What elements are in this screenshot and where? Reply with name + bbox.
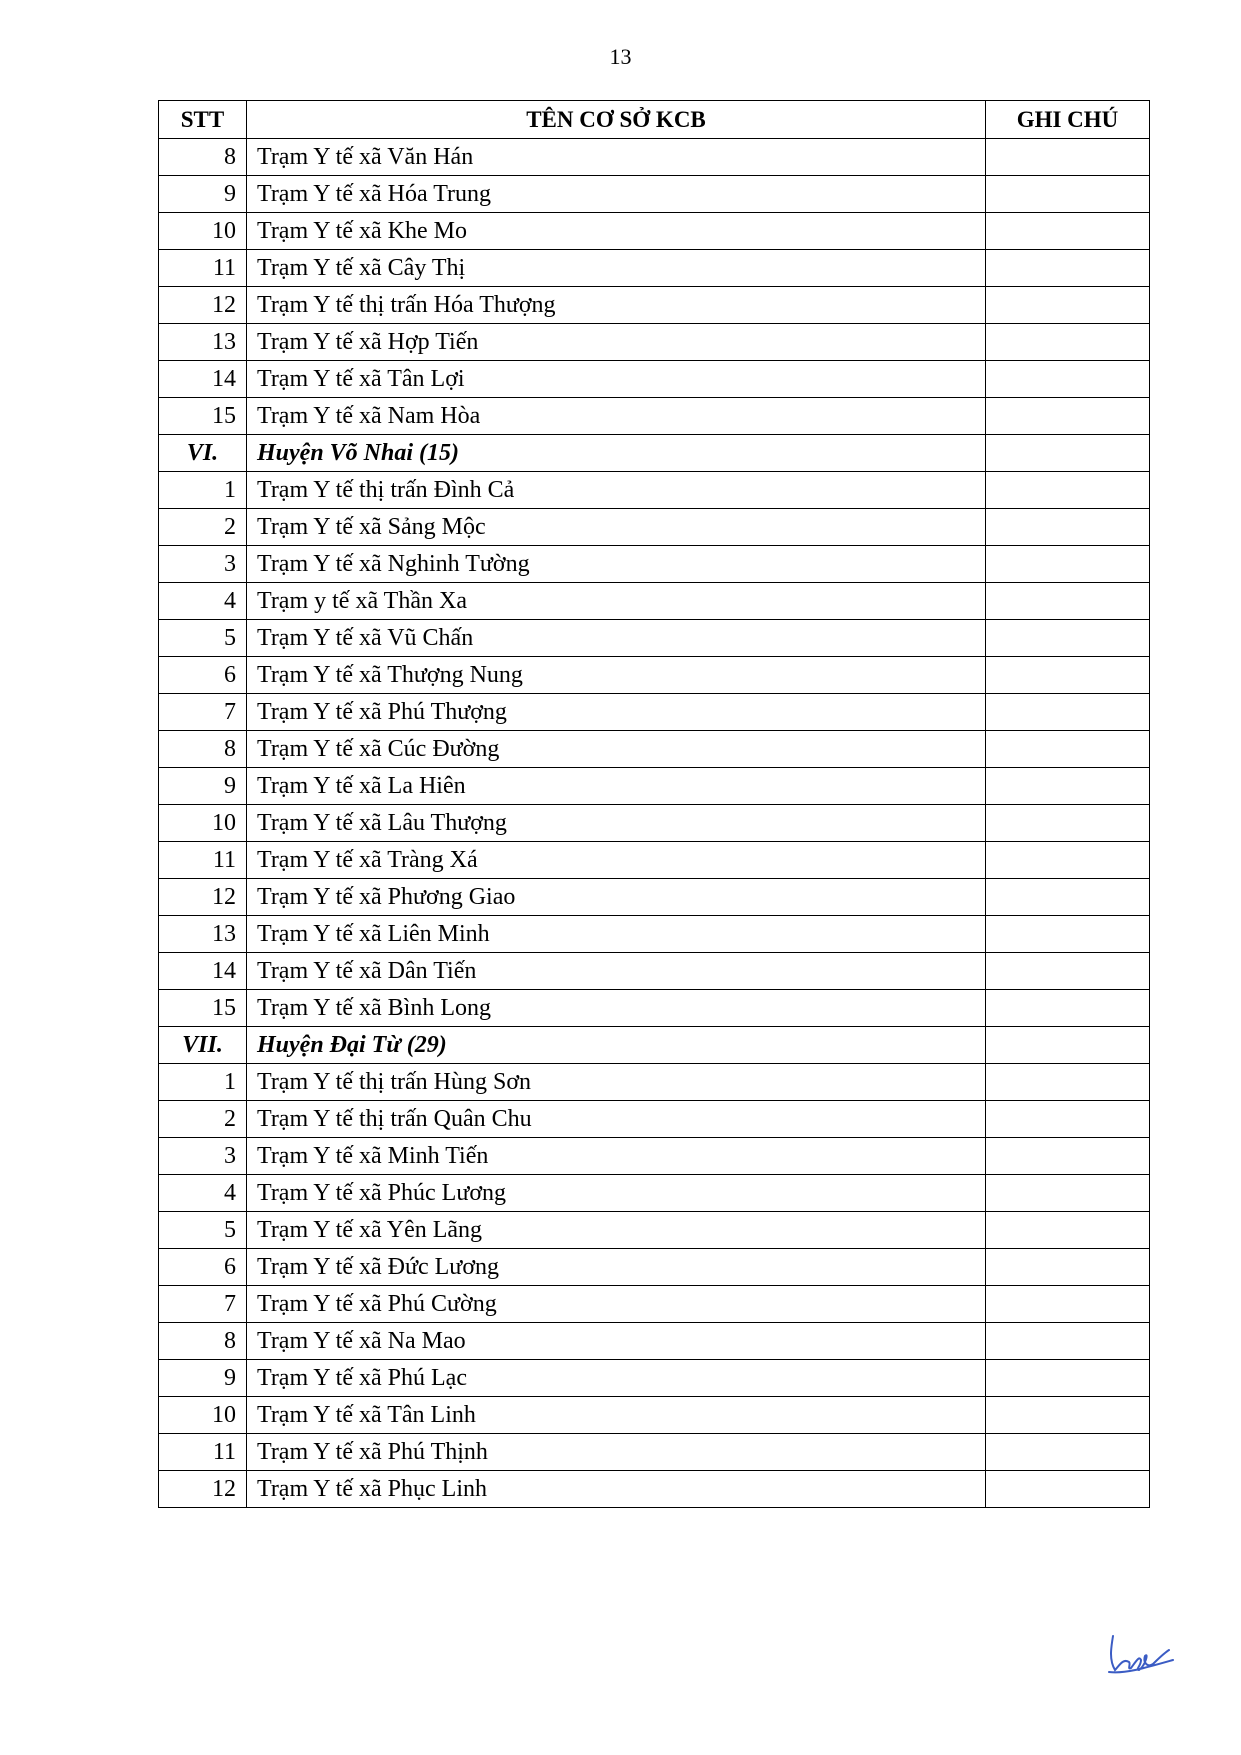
table-row [159,176,1150,213]
row-name: Trạm Y tế xã Phú Thượng [247,694,986,731]
row-name: Trạm Y tế xã Tràng Xá [247,842,986,879]
table-row [159,287,1150,324]
row-stt: 7 [159,1286,247,1323]
row-stt: 3 [159,546,247,583]
row-note [986,1064,1150,1101]
row-name: Trạm Y tế xã Sảng Mộc [247,509,986,546]
row-note [986,731,1150,768]
row-name: Trạm Y tế xã Cây Thị [247,250,986,287]
row-stt: 2 [159,509,247,546]
row-note [986,1249,1150,1286]
row-note [986,657,1150,694]
table-row [159,768,1150,805]
row-name: Trạm Y tế xã Vũ Chấn [247,620,986,657]
row-note [986,1175,1150,1212]
row-name: Trạm Y tế xã Hóa Trung [247,176,986,213]
row-stt: 14 [159,361,247,398]
row-name: Trạm Y tế xã Tân Lợi [247,361,986,398]
row-stt: 6 [159,657,247,694]
row-stt: 11 [159,1434,247,1471]
row-stt: 13 [159,324,247,361]
row-stt: 4 [159,583,247,620]
row-name: Trạm Y tế xã Khe Mo [247,213,986,250]
row-name: Trạm Y tế xã Phục Linh [247,1471,986,1508]
row-name: Trạm Y tế xã Phú Thịnh [247,1434,986,1471]
row-stt: 12 [159,1471,247,1508]
row-name: Trạm Y tế xã Phương Giao [247,879,986,916]
row-stt: 14 [159,953,247,990]
row-name: Trạm Y tế xã Minh Tiến [247,1138,986,1175]
row-note [986,620,1150,657]
table-section-row [159,1027,1150,1064]
row-note [986,213,1150,250]
table-row [159,250,1150,287]
row-stt: 15 [159,398,247,435]
row-name: Trạm Y tế xã Liên Minh [247,916,986,953]
row-note [986,1360,1150,1397]
table-row [159,1323,1150,1360]
table-row [159,657,1150,694]
row-name: Trạm Y tế xã Dân Tiến [247,953,986,990]
row-stt: 10 [159,213,247,250]
row-name: Trạm Y tế xã Nghinh Tường [247,546,986,583]
header-stt: STT [159,101,247,139]
row-name: Trạm Y tế xã Bình Long [247,990,986,1027]
table-row [159,879,1150,916]
facility-table [158,100,1150,1508]
row-stt: 13 [159,916,247,953]
table-row [159,731,1150,768]
row-name: Trạm Y tế xã Na Mao [247,1323,986,1360]
table-row [159,1286,1150,1323]
row-note [986,546,1150,583]
row-stt: 6 [159,1249,247,1286]
row-note [986,139,1150,176]
row-stt: 12 [159,879,247,916]
row-stt: 9 [159,1360,247,1397]
row-stt: 9 [159,176,247,213]
table-row [159,916,1150,953]
table-body [159,139,1150,1508]
row-stt: 12 [159,287,247,324]
row-stt: 10 [159,1397,247,1434]
table-row [159,139,1150,176]
row-stt: 11 [159,250,247,287]
row-name: Trạm y tế xã Thần Xa [247,583,986,620]
table-row [159,842,1150,879]
row-name: Trạm Y tế xã Yên Lãng [247,1212,986,1249]
table-row [159,546,1150,583]
table-header-row [159,101,1150,139]
row-note [986,398,1150,435]
row-note [986,324,1150,361]
signature-icon [1105,1630,1177,1683]
table-row [159,509,1150,546]
row-name: Trạm Y tế xã Phúc Lương [247,1175,986,1212]
table-row [159,1212,1150,1249]
row-note [986,176,1150,213]
row-note [986,1027,1150,1064]
row-stt: 1 [159,472,247,509]
row-stt: 10 [159,805,247,842]
table-row [159,805,1150,842]
table-row [159,990,1150,1027]
row-stt: VII. [159,1027,247,1064]
table-row [159,694,1150,731]
row-note [986,916,1150,953]
table-row [159,361,1150,398]
table-section-row [159,435,1150,472]
header-note: GHI CHÚ [986,101,1150,139]
row-note [986,1323,1150,1360]
row-note [986,842,1150,879]
row-note [986,1434,1150,1471]
table-row [159,1138,1150,1175]
table-row [159,213,1150,250]
row-name: Trạm Y tế xã Đức Lương [247,1249,986,1286]
row-note [986,1138,1150,1175]
row-name: Trạm Y tế xã Thượng Nung [247,657,986,694]
row-name: Trạm Y tế thị trấn Quân Chu [247,1101,986,1138]
row-stt: 8 [159,731,247,768]
row-note [986,768,1150,805]
row-note [986,361,1150,398]
row-stt: 7 [159,694,247,731]
row-name: Trạm Y tế xã Cúc Đường [247,731,986,768]
table-row [159,1434,1150,1471]
table-row [159,1175,1150,1212]
row-stt: VI. [159,435,247,472]
row-note [986,805,1150,842]
row-name: Trạm Y tế xã Nam Hòa [247,398,986,435]
row-name: Trạm Y tế xã Phú Cường [247,1286,986,1323]
row-stt: 11 [159,842,247,879]
row-name: Trạm Y tế xã Phú Lạc [247,1360,986,1397]
row-note [986,435,1150,472]
table-row [159,1397,1150,1434]
row-note [986,1471,1150,1508]
row-name: Trạm Y tế xã Tân Linh [247,1397,986,1434]
row-note [986,472,1150,509]
row-name: Trạm Y tế thị trấn Hóa Thượng [247,287,986,324]
row-name: Trạm Y tế xã Văn Hán [247,139,986,176]
row-note [986,1397,1150,1434]
row-stt: 5 [159,620,247,657]
row-stt: 4 [159,1175,247,1212]
row-note [986,287,1150,324]
page-number: 13 [609,44,632,69]
table-row [159,583,1150,620]
row-name: Trạm Y tế thị trấn Hùng Sơn [247,1064,986,1101]
row-stt: 9 [159,768,247,805]
row-stt: 8 [159,1323,247,1360]
row-note [986,953,1150,990]
row-note [986,879,1150,916]
table-row [159,620,1150,657]
table-row [159,953,1150,990]
table-row [159,1471,1150,1508]
row-note [986,1101,1150,1138]
row-stt: 1 [159,1064,247,1101]
table-row [159,324,1150,361]
row-note [986,583,1150,620]
row-name: Trạm Y tế xã Hợp Tiến [247,324,986,361]
table-row [159,1360,1150,1397]
table-row [159,1249,1150,1286]
row-note [986,509,1150,546]
row-stt: 5 [159,1212,247,1249]
table-row [159,1064,1150,1101]
table-row [159,472,1150,509]
row-name: Trạm Y tế thị trấn Đình Cả [247,472,986,509]
row-note [986,990,1150,1027]
table-row [159,398,1150,435]
table-row [159,1101,1150,1138]
row-stt: 3 [159,1138,247,1175]
header-name: TÊN CƠ SỞ KCB [247,101,986,139]
row-note [986,1286,1150,1323]
row-note [986,694,1150,731]
row-name: Huyện Võ Nhai (15) [247,435,986,472]
row-name: Huyện Đại Từ (29) [247,1027,986,1064]
row-name: Trạm Y tế xã Lâu Thượng [247,805,986,842]
row-note [986,250,1150,287]
row-stt: 8 [159,139,247,176]
row-stt: 15 [159,990,247,1027]
row-stt: 2 [159,1101,247,1138]
row-name: Trạm Y tế xã La Hiên [247,768,986,805]
row-note [986,1212,1150,1249]
